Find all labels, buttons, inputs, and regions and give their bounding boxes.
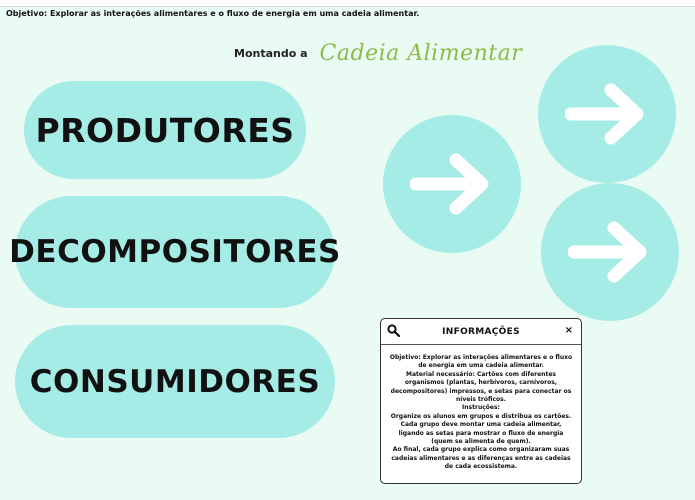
top-bar (0, 0, 695, 7)
arrow-right-icon (565, 72, 649, 156)
card-produtores[interactable]: PRODUTORES (24, 81, 306, 179)
arrow-right-icon (410, 142, 494, 226)
info-panel-title: INFORMAÇÕES (442, 326, 520, 337)
info-panel-header (381, 319, 581, 345)
arrow-card-3[interactable] (541, 183, 679, 321)
search-icon[interactable] (387, 324, 400, 337)
info-line: Instruções: (462, 404, 500, 412)
info-line: Material necessário: Cartões com diferentes organismos (plantas, herbívoros, carnívoros, decompositores) impressos, e setas para conectar os níveis tróficos. (390, 370, 572, 404)
arrow-card-2[interactable] (538, 45, 676, 183)
info-panel-body (381, 345, 581, 472)
title-script: Cadeia Alimentar (319, 40, 523, 66)
arrow-right-icon (568, 210, 652, 294)
info-line: Organize os alunos em grupos e distribua os cartões. (390, 412, 572, 420)
info-line: Ao final, cada grupo explica como organizaram suas cadeias alimentares e as diferenças entre as cadeias de cada ecossistema. (391, 446, 571, 471)
info-line: Objetivo: Explorar as interações alimentares e o fluxo de energia em uma cadeia alimentar. (389, 354, 573, 370)
close-icon[interactable]: × (564, 325, 573, 336)
info-line: Cada grupo deve montar uma cadeia alimentar, ligando as setas para mostrar o fluxo de energia (quem se alimenta de quem). (398, 421, 564, 446)
objective-text: Objetivo: Explorar as interações alimentares e o fluxo de energia em uma cadeia alimentar. (6, 9, 420, 18)
card-decompositores[interactable]: DECOMPOSITORES (15, 196, 335, 308)
card-consumidores[interactable]: CONSUMIDORES (15, 325, 335, 438)
info-panel (380, 318, 582, 484)
page-title (234, 40, 522, 66)
title-prefix: Montando a (234, 46, 308, 60)
arrow-card-1[interactable] (383, 115, 521, 253)
